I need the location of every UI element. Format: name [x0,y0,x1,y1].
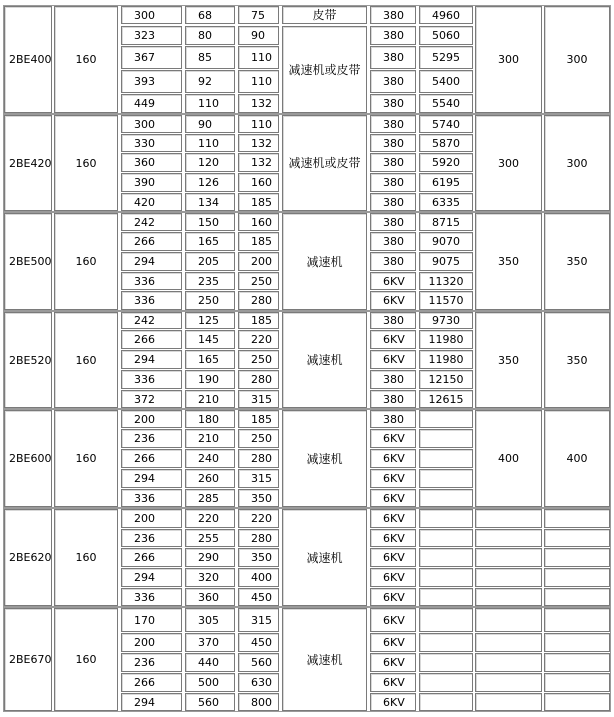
value-b-cell: 220 [185,509,235,528]
value-a-cell: 300 [121,6,182,24]
value-c-cell: 450 [238,633,279,652]
weight-cell [419,548,473,567]
value-a-cell: 266 [121,548,182,567]
model-cell: 2BE500 [4,213,52,310]
value-b-cell: 360 [185,588,235,606]
value-b-cell: 125 [185,312,235,329]
value-c-cell: 220 [238,330,279,349]
value-col10-cell: 300 [544,115,610,211]
voltage-cell: 380 [370,173,416,192]
voltage-cell: 380 [370,94,416,113]
drive-cell: 减速机或皮带 [282,26,367,113]
weight-cell: 11980 [419,350,473,369]
weight-cell [419,449,473,468]
voltage-cell: 6KV [370,330,416,349]
value-a-cell: 266 [121,449,182,468]
value-160-cell: 160 [54,312,118,408]
empty-cell [544,509,610,528]
value-c-cell: 110 [238,115,279,133]
value-b-cell: 68 [185,6,235,24]
value-col9-cell: 400 [475,410,542,507]
value-c-cell: 250 [238,429,279,448]
voltage-cell: 380 [370,390,416,408]
value-a-cell: 390 [121,173,182,192]
weight-cell: 6335 [419,193,473,211]
value-a-cell: 294 [121,252,182,271]
voltage-cell: 380 [370,252,416,271]
value-a-cell: 336 [121,272,182,290]
value-c-cell: 280 [238,529,279,547]
value-c-cell: 315 [238,390,279,408]
value-c-cell: 315 [238,469,279,488]
empty-cell [475,568,542,587]
weight-cell: 5740 [419,115,473,133]
voltage-cell: 380 [370,26,416,45]
value-c-cell: 250 [238,272,279,290]
value-b-cell: 255 [185,529,235,547]
weight-cell: 5060 [419,26,473,45]
value-b-cell: 110 [185,134,235,152]
value-col9-cell: 350 [475,213,542,310]
value-160-cell: 160 [54,608,118,711]
voltage-cell: 6KV [370,633,416,652]
value-b-cell: 190 [185,370,235,389]
empty-cell [544,673,610,692]
value-a-cell: 294 [121,568,182,587]
voltage-cell: 380 [370,213,416,231]
value-a-cell: 330 [121,134,182,152]
weight-cell [419,429,473,448]
empty-cell [475,653,542,672]
empty-cell [475,633,542,652]
value-b-cell: 145 [185,330,235,349]
model-cell: 2BE400 [4,6,52,113]
voltage-cell: 6KV [370,272,416,290]
voltage-cell: 380 [370,312,416,329]
value-b-cell: 285 [185,489,235,507]
value-a-cell: 336 [121,370,182,389]
value-a-cell: 294 [121,350,182,369]
value-a-cell: 200 [121,410,182,428]
weight-cell: 9075 [419,252,473,271]
voltage-cell: 380 [370,232,416,251]
weight-cell: 5400 [419,70,473,93]
voltage-cell: 380 [370,193,416,211]
value-a-cell: 323 [121,26,182,45]
value-c-cell: 110 [238,70,279,93]
weight-cell [419,489,473,507]
weight-cell: 8715 [419,213,473,231]
value-a-cell: 200 [121,633,182,652]
value-c-cell: 800 [238,693,279,711]
value-c-cell: 350 [238,548,279,567]
drive-cell: 减速机 [282,608,367,711]
value-b-cell: 205 [185,252,235,271]
voltage-cell: 380 [370,6,416,24]
weight-cell [419,608,473,632]
value-160-cell: 160 [54,213,118,310]
voltage-cell: 380 [370,46,416,69]
value-col9-cell: 300 [475,115,542,211]
voltage-cell: 6KV [370,350,416,369]
empty-cell [544,653,610,672]
value-160-cell: 160 [54,509,118,606]
value-b-cell: 500 [185,673,235,692]
voltage-cell: 380 [370,134,416,152]
voltage-cell: 380 [370,410,416,428]
value-b-cell: 290 [185,548,235,567]
weight-cell: 4960 [419,6,473,24]
voltage-cell: 6KV [370,673,416,692]
weight-cell [419,633,473,652]
value-c-cell: 450 [238,588,279,606]
value-160-cell: 160 [54,410,118,507]
value-c-cell: 160 [238,213,279,231]
empty-cell [475,509,542,528]
value-c-cell: 400 [238,568,279,587]
value-a-cell: 236 [121,429,182,448]
value-c-cell: 90 [238,26,279,45]
empty-cell [544,633,610,652]
empty-cell [475,588,542,606]
empty-cell [544,529,610,547]
voltage-cell: 6KV [370,653,416,672]
model-cell: 2BE670 [4,608,52,711]
value-a-cell: 242 [121,312,182,329]
empty-cell [544,588,610,606]
value-c-cell: 250 [238,350,279,369]
value-b-cell: 120 [185,153,235,172]
value-b-cell: 320 [185,568,235,587]
value-a-cell: 449 [121,94,182,113]
value-c-cell: 630 [238,673,279,692]
value-b-cell: 240 [185,449,235,468]
drive-cell: 皮带 [282,6,367,24]
weight-cell: 9070 [419,232,473,251]
voltage-cell: 6KV [370,608,416,632]
value-b-cell: 165 [185,350,235,369]
value-c-cell: 350 [238,489,279,507]
value-160-cell: 160 [54,6,118,113]
value-c-cell: 185 [238,232,279,251]
value-b-cell: 110 [185,94,235,113]
weight-cell: 11570 [419,291,473,310]
weight-cell [419,568,473,587]
value-c-cell: 315 [238,608,279,632]
value-col10-cell: 350 [544,312,610,408]
voltage-cell: 6KV [370,568,416,587]
value-a-cell: 367 [121,46,182,69]
value-c-cell: 110 [238,46,279,69]
value-col10-cell: 400 [544,410,610,507]
weight-cell: 12615 [419,390,473,408]
value-a-cell: 300 [121,115,182,133]
weight-cell: 5920 [419,153,473,172]
value-a-cell: 360 [121,153,182,172]
value-c-cell: 280 [238,449,279,468]
voltage-cell: 380 [370,153,416,172]
value-a-cell: 372 [121,390,182,408]
weight-cell [419,410,473,428]
value-c-cell: 132 [238,94,279,113]
value-col10-cell: 350 [544,213,610,310]
drive-cell: 减速机 [282,410,367,507]
value-b-cell: 235 [185,272,235,290]
value-b-cell: 180 [185,410,235,428]
value-a-cell: 266 [121,232,182,251]
weight-cell: 5295 [419,46,473,69]
value-a-cell: 200 [121,509,182,528]
value-c-cell: 75 [238,6,279,24]
value-b-cell: 305 [185,608,235,632]
value-a-cell: 236 [121,653,182,672]
voltage-cell: 6KV [370,469,416,488]
value-c-cell: 132 [238,134,279,152]
value-b-cell: 250 [185,291,235,310]
value-b-cell: 370 [185,633,235,652]
value-a-cell: 294 [121,693,182,711]
value-c-cell: 280 [238,370,279,389]
value-b-cell: 560 [185,693,235,711]
voltage-cell: 380 [370,115,416,133]
weight-cell [419,693,473,711]
value-c-cell: 280 [238,291,279,310]
model-cell: 2BE600 [4,410,52,507]
value-b-cell: 210 [185,390,235,408]
value-b-cell: 260 [185,469,235,488]
value-a-cell: 420 [121,193,182,211]
value-b-cell: 134 [185,193,235,211]
empty-cell [475,673,542,692]
voltage-cell: 380 [370,70,416,93]
voltage-cell: 6KV [370,509,416,528]
voltage-cell: 6KV [370,429,416,448]
drive-cell: 减速机 [282,213,367,310]
voltage-cell: 6KV [370,588,416,606]
value-a-cell: 294 [121,469,182,488]
value-c-cell: 132 [238,153,279,172]
value-c-cell: 185 [238,193,279,211]
weight-cell [419,673,473,692]
model-cell: 2BE620 [4,509,52,606]
value-a-cell: 393 [121,70,182,93]
voltage-cell: 6KV [370,449,416,468]
weight-cell [419,588,473,606]
empty-cell [475,548,542,567]
value-160-cell: 160 [54,115,118,211]
value-c-cell: 200 [238,252,279,271]
drive-cell: 减速机或皮带 [282,115,367,211]
empty-cell [544,693,610,711]
empty-cell [475,529,542,547]
value-c-cell: 185 [238,312,279,329]
empty-cell [544,568,610,587]
value-c-cell: 160 [238,173,279,192]
weight-cell: 9730 [419,312,473,329]
voltage-cell: 6KV [370,489,416,507]
weight-cell: 11980 [419,330,473,349]
value-a-cell: 236 [121,529,182,547]
weight-cell [419,469,473,488]
weight-cell [419,509,473,528]
value-a-cell: 170 [121,608,182,632]
drive-cell: 减速机 [282,312,367,408]
weight-cell: 12150 [419,370,473,389]
empty-cell [475,693,542,711]
value-c-cell: 220 [238,509,279,528]
value-b-cell: 126 [185,173,235,192]
value-b-cell: 440 [185,653,235,672]
weight-cell: 6195 [419,173,473,192]
value-a-cell: 242 [121,213,182,231]
voltage-cell: 380 [370,370,416,389]
value-a-cell: 266 [121,673,182,692]
value-a-cell: 336 [121,291,182,310]
voltage-cell: 6KV [370,529,416,547]
value-a-cell: 336 [121,489,182,507]
model-cell: 2BE520 [4,312,52,408]
value-col10-cell: 300 [544,6,610,113]
voltage-cell: 6KV [370,548,416,567]
value-a-cell: 336 [121,588,182,606]
value-b-cell: 90 [185,115,235,133]
value-b-cell: 85 [185,46,235,69]
drive-cell: 减速机 [282,509,367,606]
voltage-cell: 6KV [370,291,416,310]
model-cell: 2BE420 [4,115,52,211]
weight-cell [419,653,473,672]
value-b-cell: 92 [185,70,235,93]
weight-cell [419,529,473,547]
value-col9-cell: 350 [475,312,542,408]
value-c-cell: 560 [238,653,279,672]
weight-cell: 5540 [419,94,473,113]
value-a-cell: 266 [121,330,182,349]
empty-cell [475,608,542,632]
value-b-cell: 210 [185,429,235,448]
weight-cell: 5870 [419,134,473,152]
value-c-cell: 185 [238,410,279,428]
value-col9-cell: 300 [475,6,542,113]
value-b-cell: 80 [185,26,235,45]
empty-cell [544,608,610,632]
weight-cell: 11320 [419,272,473,290]
value-b-cell: 150 [185,213,235,231]
empty-cell [544,548,610,567]
voltage-cell: 6KV [370,693,416,711]
value-b-cell: 165 [185,232,235,251]
